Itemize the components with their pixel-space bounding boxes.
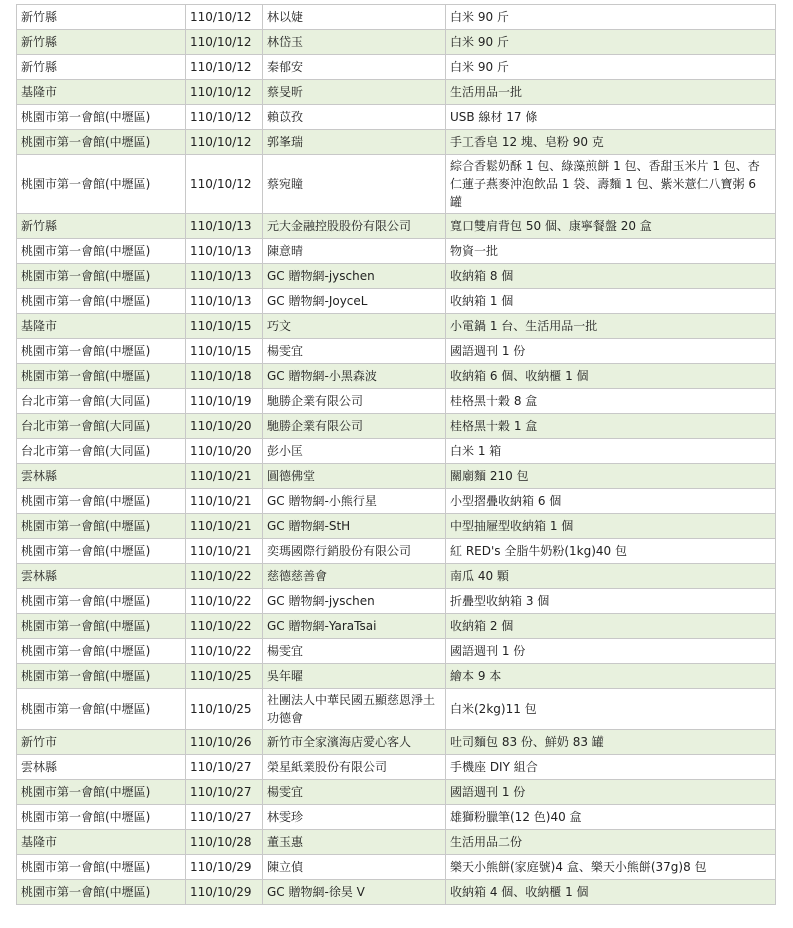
table-row — [17, 614, 776, 639]
unit-cell: 雲林縣 — [17, 464, 186, 489]
item-cell: 白米 90 斤 — [446, 55, 776, 80]
unit-cell: 新竹縣 — [17, 214, 186, 239]
unit-cell: 新竹市 — [17, 730, 186, 755]
donor-cell: 陳意晴 — [263, 239, 446, 264]
donor-cell: 巧文 — [263, 314, 446, 339]
item-cell: 生活用品一批 — [446, 80, 776, 105]
donor-cell: 林岱玉 — [263, 30, 446, 55]
item-cell: 國語週刊 1 份 — [446, 780, 776, 805]
item-cell: 白米 90 斤 — [446, 30, 776, 55]
unit-cell: 桃園市第一會館(中壢區) — [17, 614, 186, 639]
donor-cell: 郭峯瑞 — [263, 130, 446, 155]
item-cell: 手工香皂 12 塊、皂粉 90 克 — [446, 130, 776, 155]
date-cell: 110/10/27 — [186, 780, 263, 805]
table-row — [17, 339, 776, 364]
donor-cell: 蔡宛瞳 — [263, 155, 446, 214]
date-cell: 110/10/20 — [186, 439, 263, 464]
donor-cell: 圓德佛堂 — [263, 464, 446, 489]
table-row — [17, 880, 776, 905]
donor-cell: 楊雯宜 — [263, 639, 446, 664]
table-row — [17, 464, 776, 489]
donor-cell: GC 贈物網-JoyceL — [263, 289, 446, 314]
donor-cell: 社團法人中華民國五顯慈恩淨土功德會 — [263, 689, 446, 730]
donation-table-body — [17, 5, 776, 905]
unit-cell: 桃園市第一會館(中壢區) — [17, 489, 186, 514]
table-row — [17, 264, 776, 289]
date-cell: 110/10/22 — [186, 564, 263, 589]
unit-cell: 雲林縣 — [17, 755, 186, 780]
item-cell: 國語週刊 1 份 — [446, 339, 776, 364]
unit-cell: 新竹縣 — [17, 5, 186, 30]
date-cell: 110/10/12 — [186, 130, 263, 155]
item-cell: 小型摺疊收納箱 6 個 — [446, 489, 776, 514]
table-row — [17, 414, 776, 439]
item-cell: 收納箱 4 個、收納櫃 1 個 — [446, 880, 776, 905]
date-cell: 110/10/28 — [186, 830, 263, 855]
item-cell: 白米 1 箱 — [446, 439, 776, 464]
item-cell: 生活用品二份 — [446, 830, 776, 855]
date-cell: 110/10/22 — [186, 589, 263, 614]
table-row — [17, 105, 776, 130]
unit-cell: 台北市第一會館(大同區) — [17, 414, 186, 439]
unit-cell: 桃園市第一會館(中壢區) — [17, 689, 186, 730]
table-row — [17, 730, 776, 755]
donation-table — [16, 4, 776, 905]
donor-cell: 林雯珍 — [263, 805, 446, 830]
donor-cell: 榮星紙業股份有限公司 — [263, 755, 446, 780]
donor-cell: GC 贈物網-YaraTsai — [263, 614, 446, 639]
item-cell: USB 線材 17 條 — [446, 105, 776, 130]
item-cell: 小電鍋 1 台、生活用品一批 — [446, 314, 776, 339]
table-row — [17, 664, 776, 689]
table-row — [17, 239, 776, 264]
date-cell: 110/10/12 — [186, 5, 263, 30]
date-cell: 110/10/20 — [186, 414, 263, 439]
item-cell: 收納箱 6 個、收納櫃 1 個 — [446, 364, 776, 389]
item-cell: 收納箱 8 個 — [446, 264, 776, 289]
unit-cell: 桃園市第一會館(中壢區) — [17, 289, 186, 314]
date-cell: 110/10/21 — [186, 464, 263, 489]
date-cell: 110/10/12 — [186, 55, 263, 80]
donor-cell: GC 贈物網-小黑森波 — [263, 364, 446, 389]
unit-cell: 桃園市第一會館(中壢區) — [17, 664, 186, 689]
item-cell: 白米 90 斤 — [446, 5, 776, 30]
unit-cell: 桃園市第一會館(中壢區) — [17, 880, 186, 905]
unit-cell: 桃園市第一會館(中壢區) — [17, 364, 186, 389]
donor-cell: 蔡旻昕 — [263, 80, 446, 105]
item-cell: 國語週刊 1 份 — [446, 639, 776, 664]
donor-cell: 秦郁安 — [263, 55, 446, 80]
table-row — [17, 30, 776, 55]
donor-cell: 彭小匡 — [263, 439, 446, 464]
date-cell: 110/10/12 — [186, 80, 263, 105]
item-cell: 綜合香鬆奶酥 1 包、綠藻煎餅 1 包、香甜玉米片 1 包、杏仁蓮子燕麥沖泡飲品 1 袋、壽麵 1 包、紫米薏仁八寶粥 6 罐 — [446, 155, 776, 214]
item-cell: 收納箱 2 個 — [446, 614, 776, 639]
donor-cell: 楊雯宜 — [263, 339, 446, 364]
unit-cell: 桃園市第一會館(中壢區) — [17, 639, 186, 664]
item-cell: 吐司麵包 83 份、鮮奶 83 罐 — [446, 730, 776, 755]
unit-cell: 桃園市第一會館(中壢區) — [17, 130, 186, 155]
date-cell: 110/10/26 — [186, 730, 263, 755]
donation-list — [16, 4, 776, 905]
table-row — [17, 689, 776, 730]
table-row — [17, 364, 776, 389]
donor-cell: 董玉惠 — [263, 830, 446, 855]
date-cell: 110/10/25 — [186, 689, 263, 730]
table-row — [17, 539, 776, 564]
table-row — [17, 514, 776, 539]
item-cell: 樂天小熊餅(家庭號)4 盒、樂天小熊餅(37g)8 包 — [446, 855, 776, 880]
donor-cell: 吳年曜 — [263, 664, 446, 689]
unit-cell: 桃園市第一會館(中壢區) — [17, 339, 186, 364]
unit-cell: 桃園市第一會館(中壢區) — [17, 855, 186, 880]
donor-cell: 賴苡孜 — [263, 105, 446, 130]
date-cell: 110/10/15 — [186, 314, 263, 339]
table-row — [17, 55, 776, 80]
unit-cell: 桃園市第一會館(中壢區) — [17, 589, 186, 614]
unit-cell: 新竹縣 — [17, 55, 186, 80]
unit-cell: 桃園市第一會館(中壢區) — [17, 539, 186, 564]
unit-cell: 桃園市第一會館(中壢區) — [17, 514, 186, 539]
unit-cell: 雲林縣 — [17, 564, 186, 589]
item-cell: 關廟麵 210 包 — [446, 464, 776, 489]
table-row — [17, 314, 776, 339]
donor-cell: 陳立偵 — [263, 855, 446, 880]
donor-cell: 元大金融控股股份有限公司 — [263, 214, 446, 239]
donor-cell: GC 贈物網-徐昊 V — [263, 880, 446, 905]
table-row — [17, 289, 776, 314]
item-cell: 寬口雙肩背包 50 個、康寧餐盤 20 盒 — [446, 214, 776, 239]
item-cell: 物資一批 — [446, 239, 776, 264]
unit-cell: 桃園市第一會館(中壢區) — [17, 780, 186, 805]
date-cell: 110/10/15 — [186, 339, 263, 364]
date-cell: 110/10/22 — [186, 614, 263, 639]
unit-cell: 桃園市第一會館(中壢區) — [17, 239, 186, 264]
donor-cell: 林以婕 — [263, 5, 446, 30]
item-cell: 紅 RED's 全脂牛奶粉(1kg)40 包 — [446, 539, 776, 564]
unit-cell: 桃園市第一會館(中壢區) — [17, 264, 186, 289]
table-row — [17, 389, 776, 414]
donor-cell: 新竹市全家濱海店愛心客人 — [263, 730, 446, 755]
table-row — [17, 214, 776, 239]
table-row — [17, 5, 776, 30]
date-cell: 110/10/13 — [186, 264, 263, 289]
date-cell: 110/10/29 — [186, 855, 263, 880]
date-cell: 110/10/12 — [186, 30, 263, 55]
date-cell: 110/10/13 — [186, 289, 263, 314]
date-cell: 110/10/27 — [186, 755, 263, 780]
item-cell: 折疊型收納箱 3 個 — [446, 589, 776, 614]
date-cell: 110/10/29 — [186, 880, 263, 905]
table-row — [17, 130, 776, 155]
item-cell: 桂格黑十穀 8 盒 — [446, 389, 776, 414]
table-row — [17, 80, 776, 105]
table-row — [17, 564, 776, 589]
donor-cell: GC 贈物網-jyschen — [263, 589, 446, 614]
unit-cell: 桃園市第一會館(中壢區) — [17, 155, 186, 214]
item-cell: 收納箱 1 個 — [446, 289, 776, 314]
unit-cell: 台北市第一會館(大同區) — [17, 439, 186, 464]
table-row — [17, 780, 776, 805]
unit-cell: 基隆市 — [17, 80, 186, 105]
donor-cell: 馳勝企業有限公司 — [263, 389, 446, 414]
table-row — [17, 489, 776, 514]
table-row — [17, 155, 776, 214]
table-row — [17, 755, 776, 780]
date-cell: 110/10/22 — [186, 639, 263, 664]
table-row — [17, 589, 776, 614]
unit-cell: 新竹縣 — [17, 30, 186, 55]
item-cell: 雄獅粉臘筆(12 色)40 盒 — [446, 805, 776, 830]
date-cell: 110/10/12 — [186, 105, 263, 130]
donor-cell: GC 贈物網-jyschen — [263, 264, 446, 289]
date-cell: 110/10/27 — [186, 805, 263, 830]
donor-cell: GC 贈物網-StH — [263, 514, 446, 539]
date-cell: 110/10/13 — [186, 239, 263, 264]
date-cell: 110/10/18 — [186, 364, 263, 389]
unit-cell: 台北市第一會館(大同區) — [17, 389, 186, 414]
item-cell: 繪本 9 本 — [446, 664, 776, 689]
donor-cell: GC 贈物網-小熊行星 — [263, 489, 446, 514]
donor-cell: 慈德慈善會 — [263, 564, 446, 589]
date-cell: 110/10/21 — [186, 514, 263, 539]
date-cell: 110/10/21 — [186, 539, 263, 564]
item-cell: 桂格黑十穀 1 盒 — [446, 414, 776, 439]
item-cell: 手機座 DIY 組合 — [446, 755, 776, 780]
item-cell: 白米(2kg)11 包 — [446, 689, 776, 730]
donor-cell: 奕瑪國際行銷股份有限公司 — [263, 539, 446, 564]
table-row — [17, 830, 776, 855]
item-cell: 南瓜 40 顆 — [446, 564, 776, 589]
unit-cell: 桃園市第一會館(中壢區) — [17, 805, 186, 830]
donor-cell: 楊雯宜 — [263, 780, 446, 805]
date-cell: 110/10/21 — [186, 489, 263, 514]
date-cell: 110/10/12 — [186, 155, 263, 214]
table-row — [17, 639, 776, 664]
unit-cell: 基隆市 — [17, 314, 186, 339]
date-cell: 110/10/13 — [186, 214, 263, 239]
unit-cell: 基隆市 — [17, 830, 186, 855]
table-row — [17, 855, 776, 880]
unit-cell: 桃園市第一會館(中壢區) — [17, 105, 186, 130]
table-row — [17, 805, 776, 830]
date-cell: 110/10/19 — [186, 389, 263, 414]
table-row — [17, 439, 776, 464]
donor-cell: 馳勝企業有限公司 — [263, 414, 446, 439]
date-cell: 110/10/25 — [186, 664, 263, 689]
item-cell: 中型抽屜型收納箱 1 個 — [446, 514, 776, 539]
